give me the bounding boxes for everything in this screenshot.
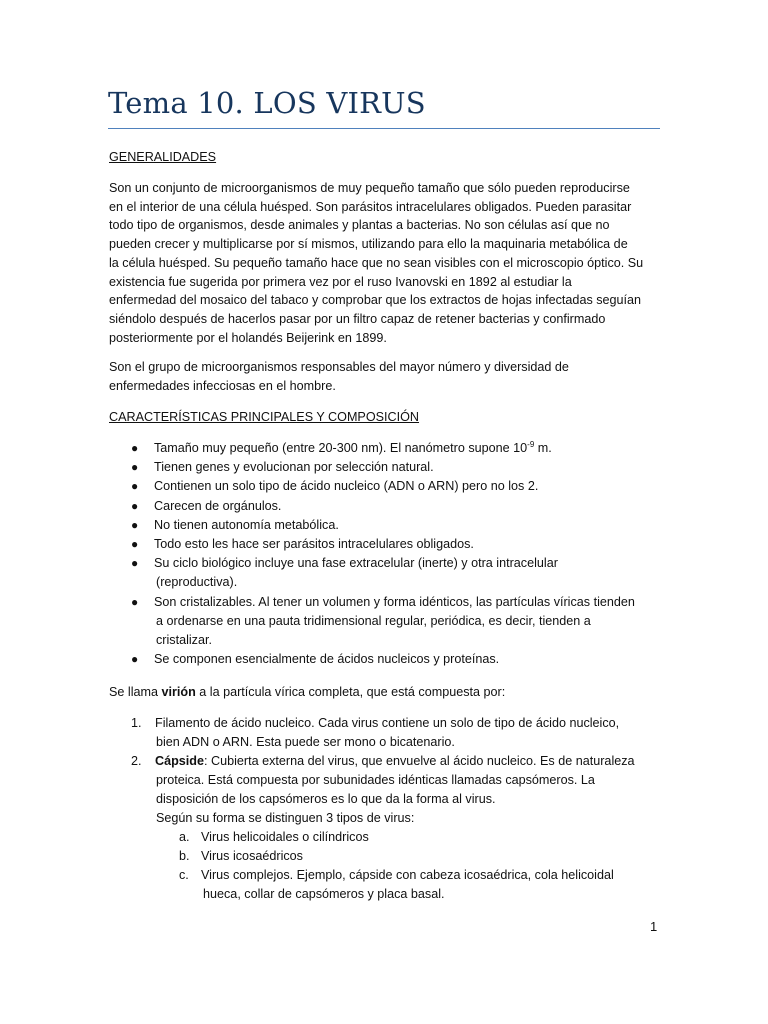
list-item-text: m. — [534, 441, 552, 455]
sub-item-text: Virus icosaédricos — [201, 849, 303, 863]
list-item-text: No tienen autonomía metabólica. — [154, 517, 339, 532]
paragraph-line: existencia fue sugerida por primera vez por el ruso Ivanovski en 1892 al estudiar la — [109, 274, 572, 289]
list-item-text: a ordenarse en una pauta tridimensional regular, periódica, es decir, tienden a — [156, 613, 591, 628]
paragraph-line: Son el grupo de microorganismos responsables del mayor número y diversidad de — [109, 360, 569, 374]
item-number: 2. — [131, 754, 142, 768]
item-bold-term: Cápside — [155, 754, 204, 768]
intro-bold-term: virión — [161, 685, 196, 699]
sub-item — [109, 847, 661, 866]
item-text: Según su forma se distinguen 3 tipos de virus: — [156, 811, 415, 825]
item-text: : Cubierta externa del virus, que envuelve al ácido nucleico. Es de naturaleza — [204, 754, 635, 768]
section-caracteristicas — [109, 408, 661, 427]
paragraph-line: enfermedad del mosaico del tabaco y comprobar que los extractos de hojas infectadas seguían — [109, 293, 642, 308]
bullet-icon: ● — [131, 556, 139, 571]
list-item — [109, 458, 661, 477]
bullet-icon: ● — [131, 594, 139, 609]
list-item — [109, 516, 661, 535]
section-heading-caracteristicas: CARACTERÍSTICAS PRINCIPALES Y COMPOSICIÓN — [109, 410, 420, 424]
item-number: 1. — [131, 716, 142, 730]
bullet-icon: ● — [131, 479, 139, 494]
paragraph-line: pueden crecer y multiplicarse por sí mismos, utilizando para ello la maquinaria metabólica de — [109, 237, 628, 252]
paragraph-line: siéndolo después de hacerlos pasar por un filtro capaz de retener bacterias y confirmado — [109, 311, 606, 326]
sub-item-letter: a. — [179, 830, 190, 844]
list-item — [109, 593, 661, 651]
bullet-icon: ● — [131, 652, 139, 667]
intro-text: a la partícula vírica completa, que está compuesta por: — [195, 685, 506, 699]
paragraph-line: todo tipo de organismos, desde animales y plantas a bacterias. No son células así que no — [109, 218, 610, 233]
list-item-text: Todo esto les hace ser parásitos intracelulares obligados. — [154, 537, 474, 552]
paragraph-line: posteriormente por el holandés Beijerink en 1899. — [109, 330, 387, 345]
title-underline-rule — [108, 128, 660, 129]
list-item-text: Tamaño muy pequeño (entre 20-300 nm). El nanómetro supone 10 — [154, 441, 528, 455]
sub-item-text: Virus helicoidales o cilíndricos — [201, 830, 369, 844]
sub-item-letter: c. — [179, 868, 189, 882]
list-item-text: (reproductiva). — [156, 575, 238, 590]
item-text: bien ADN o ARN. Esta puede ser mono o bicatenario. — [156, 735, 455, 749]
list-item — [109, 439, 661, 458]
item-text: Filamento de ácido nucleico. Cada virus contiene un solo de tipo de ácido nucleico, — [155, 716, 620, 730]
section-heading-generalidades: GENERALIDADES — [109, 150, 217, 164]
sub-item — [109, 866, 661, 904]
characteristics-list — [109, 439, 661, 669]
section-generalidades — [109, 148, 661, 167]
sub-item-text: hueca, collar de capsómeros y placa basal. — [203, 887, 445, 901]
numbered-item — [109, 752, 661, 904]
list-item — [109, 477, 661, 496]
list-item-text: Contienen un solo tipo de ácido nucleico (ADN o ARN) pero no los 2. — [154, 479, 539, 494]
virion-parts-list — [109, 714, 661, 904]
paragraph-generalidades-2 — [109, 358, 661, 395]
paragraph-generalidades-1 — [109, 179, 661, 347]
sub-item-letter: b. — [179, 849, 190, 863]
sub-item — [109, 828, 661, 847]
list-item — [109, 650, 661, 669]
sub-item-text: Virus complejos. Ejemplo, cápside con cabeza icosaédrica, cola helicoidal — [201, 868, 614, 882]
paragraph-line: la célula huésped. Su pequeño tamaño hace que no sean visibles con el microscopio óptico. Su — [109, 255, 644, 270]
exponent: -9 — [527, 439, 535, 449]
list-item-text: Su ciclo biológico incluye una fase extracelular (inerte) y otra intracelular — [154, 556, 558, 571]
list-item-text: Tienen genes y evolucionan por selección natural. — [154, 460, 434, 475]
list-item-text: cristalizar. — [156, 633, 212, 648]
list-item — [109, 497, 661, 516]
list-item-text: Carecen de orgánulos. — [154, 498, 282, 513]
bullet-icon: ● — [131, 537, 139, 552]
paragraph-line: Son un conjunto de microorganismos de muy pequeño tamaño que sólo pueden reproducirse — [109, 181, 630, 195]
list-item — [109, 535, 661, 554]
paragraph-line: enfermedades infecciosas en el hombre. — [109, 378, 336, 393]
list-item-text: Son cristalizables. Al tener un volumen y forma idénticos, las partículas víricas tienden — [154, 594, 635, 609]
item-text: proteica. Está compuesta por subunidades idénticas llamadas capsómeros. La — [156, 773, 595, 787]
virion-intro — [109, 683, 661, 702]
paragraph-line: en el interior de una célula huésped. Son parásitos intracelulares obligados. Pueden parasitar — [109, 199, 632, 214]
bullet-icon: ● — [131, 460, 139, 475]
numbered-item — [109, 714, 661, 752]
page-number: 1 — [650, 919, 658, 934]
intro-text: Se llama — [109, 685, 162, 699]
item-text: disposición de los capsómeros es lo que da la forma al virus. — [156, 792, 496, 806]
list-item — [109, 554, 661, 592]
page-title: Tema 10. LOS VIRUS — [108, 86, 426, 120]
bullet-icon: ● — [131, 517, 139, 532]
bullet-icon: ● — [131, 498, 139, 513]
list-item-text: Se componen esencialmente de ácidos nucleicos y proteínas. — [154, 652, 500, 667]
bullet-icon: ● — [131, 441, 139, 455]
